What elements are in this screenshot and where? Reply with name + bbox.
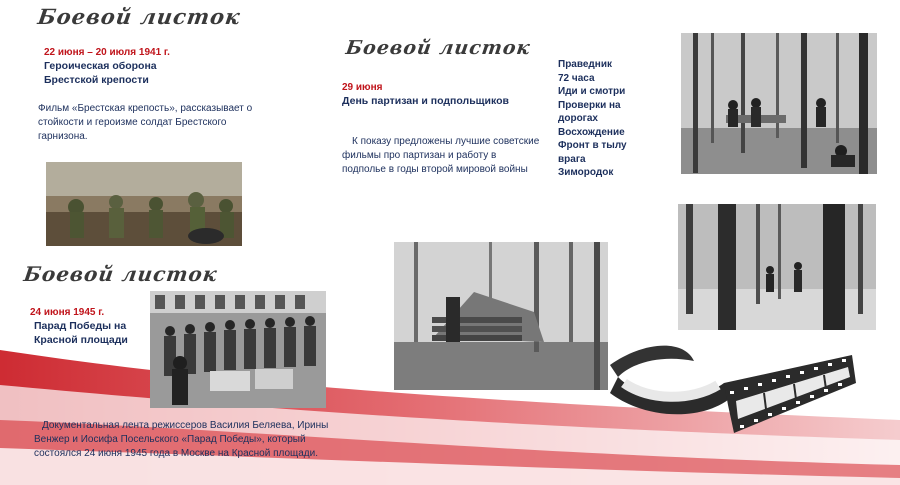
partisan-film-list xyxy=(558,58,648,180)
film-item: Проверки на дорогах xyxy=(558,99,621,124)
parade-title-line1: Парад Победы на xyxy=(34,320,127,332)
film-item: 72 часа xyxy=(558,72,595,84)
brand-logo-bottom-left: Боевой листок xyxy=(22,262,220,286)
film-item: Зимородок xyxy=(558,167,614,178)
victory-parade-photo xyxy=(150,291,326,408)
brand-logo-top-left: Боевой листок xyxy=(36,4,243,29)
film-item: Восхождение xyxy=(558,126,625,138)
brest-fortress-film-photo xyxy=(46,162,242,246)
brest-description: Фильм «Брестская крепость», рассказывает о стойкости и героизме солдат Брестского гарнизона. xyxy=(38,103,253,142)
brest-title-line1: Героическая оборона xyxy=(44,60,157,72)
partisans-title: День партизан и подпольщиков xyxy=(342,95,509,107)
forest-soldiers-photo xyxy=(678,204,876,330)
film-item: Фронт в тылу врага xyxy=(558,140,627,165)
parade-title-line2: Красной площади xyxy=(34,334,128,346)
film-strip-icon xyxy=(604,343,860,439)
brest-title-line2: Брестской крепости xyxy=(44,74,149,86)
brest-date: 22 июня – 20 июля 1941 г. xyxy=(44,47,170,58)
brand-logo-middle: Боевой листок xyxy=(344,37,533,59)
parade-description: Документальная лента режиссеров Василия Беляева, Ирины Венжер и Иосифа Посельского «Парад Победы», который состоялся 24 июня 1945 года в Москве на Красной площади. xyxy=(34,420,329,459)
forest-dugout-photo xyxy=(394,242,608,390)
parade-date: 24 июня 1945 г. xyxy=(30,307,105,318)
partisans-description: К показу предложены лучшие советские фильмы про партизан и работу в подполье в годы второй мировой войны xyxy=(342,136,540,175)
partisans-forest-photo xyxy=(681,33,877,174)
film-item: Иди и смотри xyxy=(558,86,626,97)
partisans-date: 29 июня xyxy=(342,82,383,93)
film-item: Праведник xyxy=(558,59,612,70)
